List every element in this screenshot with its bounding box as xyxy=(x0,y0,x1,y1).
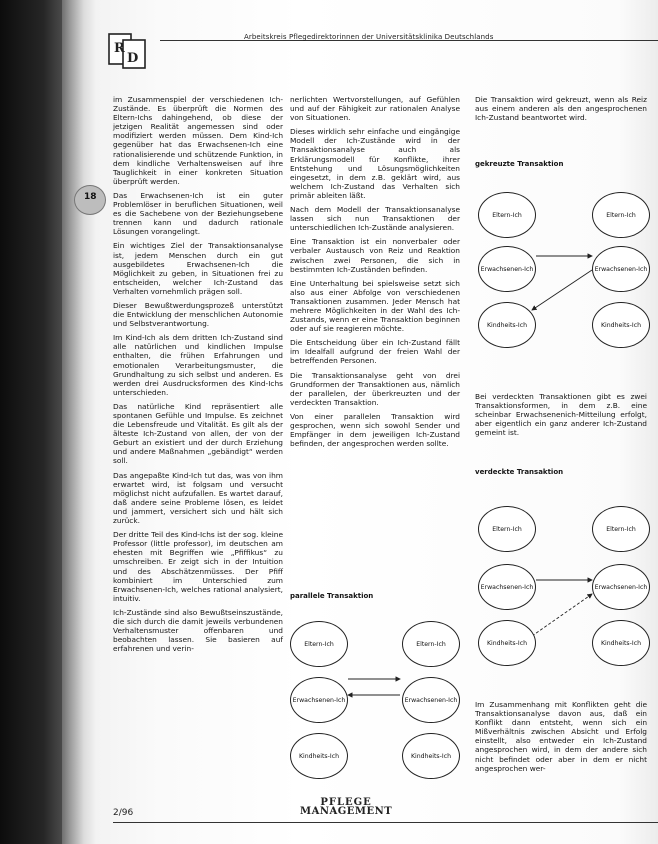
node-parent-right: Eltern-Ich xyxy=(402,621,460,667)
diagram-heading: verdeckte Transaktion xyxy=(475,468,564,476)
text-column-3-mid xyxy=(475,392,647,442)
footer-rule xyxy=(113,822,658,823)
paragraph: Die Transaktion wird gekreuzt, wenn als Reiz aus einem anderen als den angesprochenen Ich-Zustand beantwortet wird. xyxy=(475,95,647,123)
text-column-1 xyxy=(113,95,283,658)
paragraph: Bei verdeckten Transaktionen gibt es zwei Transaktionsformen, in dem z.B. eine scheinbar Erwachsenenich-Mitteilung erfolgt, aber eigentlich ein ganz anderer Ich-Zustand gemeint ist. xyxy=(475,392,647,438)
publisher-logo xyxy=(107,30,151,70)
text-column-3-bottom xyxy=(475,700,647,778)
node-child-left: Kindheits-Ich xyxy=(478,620,536,666)
paragraph: Im Zusammenhang mit Konflikten geht die Transaktionsanalyse davon aus, daß ein Konflikt dann entsteht, wenn sich ein Mißverhältnis zwischen Absicht und Erfolg einstellt, also entweder ein Ich-Zustand angesprochen wird, in dem der andere sich nicht befindet oder aber in dem er nicht angesprochen wer- xyxy=(475,700,647,773)
diagram-heading: gekreuzte Transaktion xyxy=(475,160,564,168)
node-child-left: Kindheits-Ich xyxy=(478,302,536,348)
paragraph: Eine Transaktion ist ein nonverbaler oder verbaler Austausch von Reiz und Reaktion zwischen zwei Personen, die sich in bestimmten Ich-Zuständen befinden. xyxy=(290,237,460,274)
paragraph: Eine Unterhaltung bei spielsweise setzt sich also aus einer Abfolge von verschiedenen Transaktionen zusammen. Jeder Mensch hat mehrere Möglichkeiten in der Wahl des Ich-Zustands, wenn er eine Transaktion beginnen oder auf sie reagieren möchte. xyxy=(290,278,460,334)
paragraph: Das angepaßte Kind-Ich tut das, was von ihm erwartet wird, ist folgsam und versucht möglichst nicht aufzufallen. Es wartet darauf, daß andere seine Probleme lösen, es leidet und jammert, versichert sich und hält sich zurück. xyxy=(113,470,283,526)
paragraph: Der dritte Teil des Kind-Ichs ist der sog. kleine Professor (little professor), im deutschen am ehesten mit Begriffen wie „Pfiffikus“ zu umschreiben. Er zeigt sich in der Intuition und des Abschätzenmüsses. Der Pfiff kombiniert im Unterschied zum Erwachsenen-Ich, welches rational analysiert, intuitiv. xyxy=(113,530,283,603)
paragraph: nerlichten Wertvorstellungen, auf Gefühlen und auf der Fähigkeit zur rationalen Analyse von Situationen. xyxy=(290,95,460,123)
paragraph: im Zusammenspiel der verschiedenen Ich-Zustände. Es überprüft die Normen des Eltern-Ichs dahingehend, ob diese der jetzigen Realität angemessen sind oder modifiziert werden müssen. Dem Kind-Ich gegenüber hat das Erwachsenen-Ich eine rationalisierende und schützende Funktion, in dem kindliche Verhaltensweisen auf ihre Tauglichkeit in einer konkreten Situation überprüft werden. xyxy=(113,95,283,186)
node-adult-right: Erwachsenen-Ich xyxy=(592,564,650,610)
node-child-right: Kindheits-Ich xyxy=(402,733,460,779)
crossed-transaction-diagram xyxy=(478,188,653,358)
text-column-3 xyxy=(475,95,647,127)
node-adult-left: Erwachsenen-Ich xyxy=(290,677,348,723)
node-parent-right: Eltern-Ich xyxy=(592,506,650,552)
book-binding-shadow xyxy=(0,0,62,844)
node-child-right: Kindheits-Ich xyxy=(592,302,650,348)
paragraph: Von einer parallelen Transaktion wird gesprochen, wenn sich sowohl Sender und Empfänger in dem jeweiligen Ich-Zustand befinden, der angesprochen werden sollte. xyxy=(290,411,460,449)
node-parent-left: Eltern-Ich xyxy=(478,506,536,552)
node-parent-left: Eltern-Ich xyxy=(478,192,536,238)
node-parent-right: Eltern-Ich xyxy=(592,192,650,238)
paragraph: Das Erwachsenen-Ich ist ein guter Problemlöser in beruflichen Situationen, weil es die Sachebene von der Beziehungsebene trennen kann und dadurch rationale Lösungen vorangelingt. xyxy=(113,190,283,237)
text-column-2 xyxy=(290,95,460,453)
paragraph: Ich-Zustände sind also Bewußtseinszustände, die sich durch die damit jeweils verbundenen Verhaltensmuster offenbaren und beobachten lassen. Sie basieren auf erfahrenen und verin- xyxy=(113,607,283,654)
paragraph: Das natürliche Kind repräsentiert alle spontanen Gefühle und Impulse. Es zeichnet die Lebensfreude und Vitalität. Es gilt als der älteste Ich-Zustand von allen, der von der Geburt an existiert und der durch Erziehung und andere Maßnahmen „gebändigt“ werden soll. xyxy=(113,401,283,466)
diagram-title-hidden xyxy=(475,468,647,482)
paragraph: Im Kind-Ich als dem dritten Ich-Zustand sind alle natürlichen und kindlichen Impulse enthalten, die frühen Erfahrungen und emotionalen Verarbeitungsmuster, die Grundhaltung zu sich selbst und anderen. Es werden drei Ausdrucksformen des Kind-Ichs unterschieden. xyxy=(113,333,283,397)
node-adult-right: Erwachsenen-Ich xyxy=(592,246,650,292)
hidden-transaction-diagram xyxy=(478,498,653,678)
svg-text:D: D xyxy=(127,51,139,66)
node-adult-left: Erwachsenen-Ich xyxy=(478,246,536,292)
diagram-title-parallel xyxy=(290,592,460,606)
journal-logo-line-2: MANAGEMENT xyxy=(300,806,393,817)
paragraph: Dieses wirklich sehr einfache und eingängige Modell der Ich-Zustände wird in der Transaktionsanalyse auch als Erklärungsmodell für Konflikte, ihrer Entstehung und Lösungsmöglichkeiten eingesetzt, in dem z.B. geklärt wird, aus welchem Ich-Zustand das Verhalten sich primär ableiten läßt. xyxy=(290,127,460,200)
diagram-heading: parallele Transaktion xyxy=(290,592,374,600)
running-header: Arbeitskreis Pflegedirektorinnen der Universitätsklinika Deutschlands xyxy=(244,33,494,41)
node-child-right: Kindheits-Ich xyxy=(592,620,650,666)
node-child-left: Kindheits-Ich xyxy=(290,733,348,779)
journal-logo xyxy=(300,798,392,816)
paragraph: Dieser Bewußtwerdungsprozeß unterstützt die Entwicklung der menschlichen Autonomie und Selbstverantwortung. xyxy=(113,300,283,329)
page-number: 2/96 xyxy=(113,808,134,818)
node-adult-left: Erwachsenen-Ich xyxy=(478,564,536,610)
svg-text:R: R xyxy=(114,41,125,56)
node-adult-right: Erwachsenen-Ich xyxy=(402,677,460,723)
arrow-crossed-reply xyxy=(532,270,592,310)
paragraph: Nach dem Modell der Transaktionsanalyse lassen sich nun Transaktionen der unterschiedlichen Ich-Zustände analysieren. xyxy=(290,205,460,233)
paragraph: Die Transaktionsanalyse geht von drei Grundformen der Transaktionen aus, nämlich der parallelen, der überkreuzten und der verdeckten Transaktion. xyxy=(290,370,460,407)
node-parent-left: Eltern-Ich xyxy=(290,621,348,667)
arrow-hidden xyxy=(532,594,592,636)
journal-logo-line-1: PFLEGE xyxy=(320,797,372,808)
section-tab-number: 18 xyxy=(84,192,97,202)
paragraph: Die Entscheidung über ein Ich-Zustand fällt im Idealfall aufgrund der freien Wahl der betreffenden Personen. xyxy=(290,338,460,366)
paragraph: Ein wichtiges Ziel der Transaktionsanalyse ist, jedem Menschen durch ein gut ausgebildetes Erwachsenen-Ich die Möglichkeit zu geben, in Situationen frei zu entscheiden, welcher Ich-Zustand das Verhalten vornehmlich prägen soll. xyxy=(113,241,283,296)
diagram-title-crossed xyxy=(475,160,647,174)
parallel-transaction-diagram xyxy=(290,615,465,790)
